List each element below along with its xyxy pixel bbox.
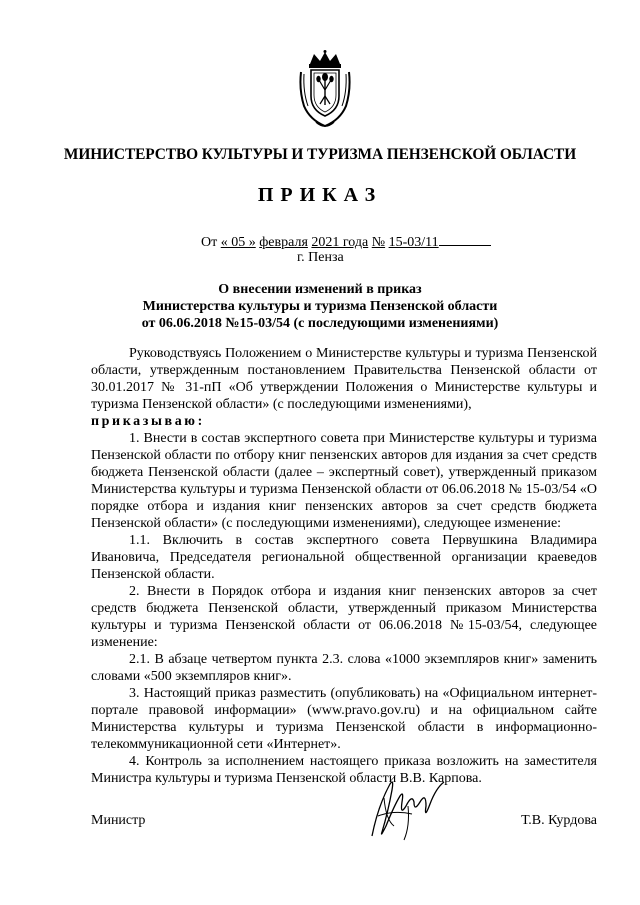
- date-day: « 05 »: [220, 235, 256, 250]
- number-label: №: [371, 235, 386, 250]
- ministry-heading: МИНИСТЕРСТВО КУЛЬТУРЫ И ТУРИЗМА ПЕНЗЕНСКОЙ ОБЛАСТИ: [63, 146, 577, 163]
- paragraph-2-1: 2.1. В абзаце четвертом пункта 2.3. слова «1000 экземпляров книг» заменить словами «500 экземпляров книг».: [91, 652, 597, 684]
- subject-line-1: О внесении изменений в приказ: [218, 282, 422, 297]
- order-body: [91, 345, 597, 787]
- number-underline: [439, 233, 491, 246]
- signer-title: Министр: [91, 813, 146, 828]
- subject-line-2: Министерства культуры и туризма Пензенской области: [142, 299, 498, 314]
- coat-of-arms-emblem: [298, 50, 352, 130]
- date-year: 2021 года: [311, 235, 369, 250]
- order-number: 15-03/11: [388, 235, 439, 250]
- paragraph-1-1: 1.1. Включить в состав экспертного совета Первушкина Владимира Ивановича, Председателя региональной общественной организации краеведов Пензенской области.: [91, 533, 597, 582]
- order-title: ПРИКАЗ: [257, 184, 383, 206]
- paragraph-3: 3. Настоящий приказ разместить (опубликовать) на «Официальном интернет-портале правовой информации» (www.pravo.gov.ru) и на официальном сайте Министерства культуры и туризма Пензенской области в информационно-телекоммуникационной сети «Интернет».: [91, 686, 597, 752]
- subject-line-3: от 06.06.2018 №15-03/54 (с последующими изменениями): [141, 316, 499, 331]
- order-word: приказываю:: [91, 414, 205, 429]
- handwritten-signature: [364, 776, 454, 844]
- date-month: февраля: [259, 235, 308, 250]
- date-prefix: От: [201, 235, 218, 250]
- paragraph-4: 4. Контроль за исполнением настоящего приказа возложить на заместителя Министра культуры и туризма Пензенской области В.В. Карпова.: [91, 754, 597, 786]
- order-subject: [0, 281, 640, 332]
- paragraph-1: 1. Внести в состав экспертного совета при Министерстве культуры и туризма Пензенской области по отбору книг пензенских авторов для издания за счет средств бюджета Пензенской области (далее – экспертный совет), утвержденный приказом Министерства культуры и туризма Пензенской области от 06.06.2018 № 15-03/54 «О порядке отбора и издания книг пензенских авторов за счет средств бюджета Пензенской области» (с последующими изменениями), следующее изменение:: [91, 431, 597, 531]
- city: г. Пенза: [297, 250, 344, 265]
- signer-name: Т.В. Курдова: [521, 813, 597, 828]
- paragraph-2: 2. Внести в Порядок отбора и издания книг пензенских авторов за счет средств бюджета Пензенской области, утвержденный приказом Министерства культуры и туризма Пензенской области от 06.06.2018 №15-03/54, следующее изменение:: [91, 584, 597, 650]
- preamble-paragraph: Руководствуясь Положением о Министерстве культуры и туризма Пензенской области, утвержденным постановлением Правительства Пензенской области от 30.01.2017 № 31-пП «Об утверждении Положения о Министерстве культуры и туризма Пензенской области» (с последующими изменениями),: [91, 346, 597, 412]
- order-date-number-line: [201, 233, 491, 251]
